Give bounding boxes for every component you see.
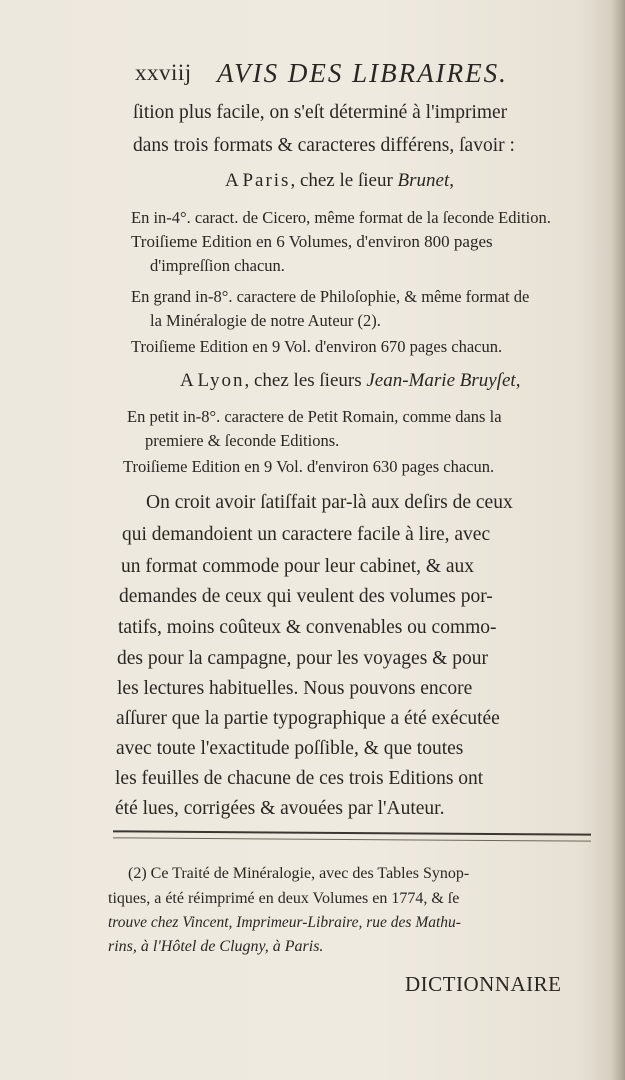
lyon-entry-line: premiere & ſeconde Editions. [145, 431, 340, 450]
paris-entry-line: d'impreſſion chacun. [150, 256, 285, 275]
lyon-bookseller: Jean-Marie Bruyſet [366, 370, 516, 391]
body-line: qui demandoient un caractere facile à lire, avec [122, 524, 491, 545]
body-line: demandes de ceux qui veulent des volumes por- [119, 586, 493, 607]
footnote-line: trouve chez Vincent, Imprimeur-Libraire, rue des Mathu- [108, 914, 461, 931]
lyon-end: , [515, 370, 521, 391]
footnote-rule-inner [113, 837, 591, 841]
lyon-heading [180, 370, 520, 392]
footnote-line: tiques, a été réimprimé en deux Volumes en 1774, & ſe [108, 890, 460, 907]
lyon-prefix: A [180, 370, 193, 391]
page-header [135, 58, 555, 94]
body-line: les feuilles de chacune de ces trois Editions ont [115, 768, 484, 789]
paris-city: Paris [242, 170, 291, 191]
paris-entry-line: Troiſieme Edition en 6 Volumes, d'environ 800 pages [131, 232, 493, 251]
page-folio: xxviij [135, 60, 192, 85]
paris-entry-line: En grand in-8°. caractere de Philoſophie, & même format de [131, 287, 530, 306]
body-line: On croit avoir ſatiſfait par-là aux deſirs de ceux [146, 492, 513, 513]
body-line: un format commode pour leur cabinet, & aux [121, 556, 475, 577]
paris-prefix: A [225, 170, 238, 191]
intro-line: dans trois formats & caracteres différens, ſavoir : [133, 135, 515, 156]
footnote-line: rins, à l'Hôtel de Clugny, à Paris. [108, 938, 324, 955]
body-line: été lues, corrigées & avouées par l'Auteur. [115, 798, 445, 819]
lyon-entry-line: Troiſieme Edition en 9 Vol. d'environ 630 pages chacun. [123, 457, 495, 476]
paris-bookseller: Brunet [397, 170, 450, 191]
footnote-rule [113, 830, 591, 835]
paris-heading [225, 170, 454, 192]
paris-entry-line: Troiſieme Edition en 9 Vol. d'environ 670 pages chacun. [131, 337, 503, 356]
paris-entry-line: En in-4°. caract. de Cicero, même format de la ſeconde Edition. [131, 208, 551, 227]
footnote-line: (2) Ce Traité de Minéralogie, avec des Tables Synop- [128, 865, 470, 882]
lyon-middle: , chez les ſieurs [244, 370, 362, 391]
intro-line: ſition plus facile, on s'eſt déterminé à l'imprimer [133, 102, 508, 123]
running-title: AVIS DES LIBRAIRES. [217, 58, 508, 88]
body-line: les lectures habituelles. Nous pouvons encore [117, 678, 473, 699]
catchword: DICTIONNAIRE [405, 972, 562, 996]
paris-middle: , chez le ſieur [290, 170, 393, 191]
body-line: aſſurer que la partie typographique a été exécutée [116, 708, 500, 729]
body-line: tatifs, moins coûteux & convenables ou commo- [118, 617, 497, 638]
body-line: avec toute l'exactitude poſſible, & que toutes [116, 738, 464, 759]
lyon-city: Lyon [197, 370, 245, 391]
page-edge-shadow [611, 0, 625, 1080]
paris-entry-line: la Minéralogie de notre Auteur (2). [150, 311, 381, 330]
lyon-entry-line: En petit in-8°. caractere de Petit Romain, comme dans la [127, 407, 502, 426]
paris-end: , [449, 170, 454, 191]
body-line: des pour la campagne, pour les voyages & pour [117, 648, 488, 669]
